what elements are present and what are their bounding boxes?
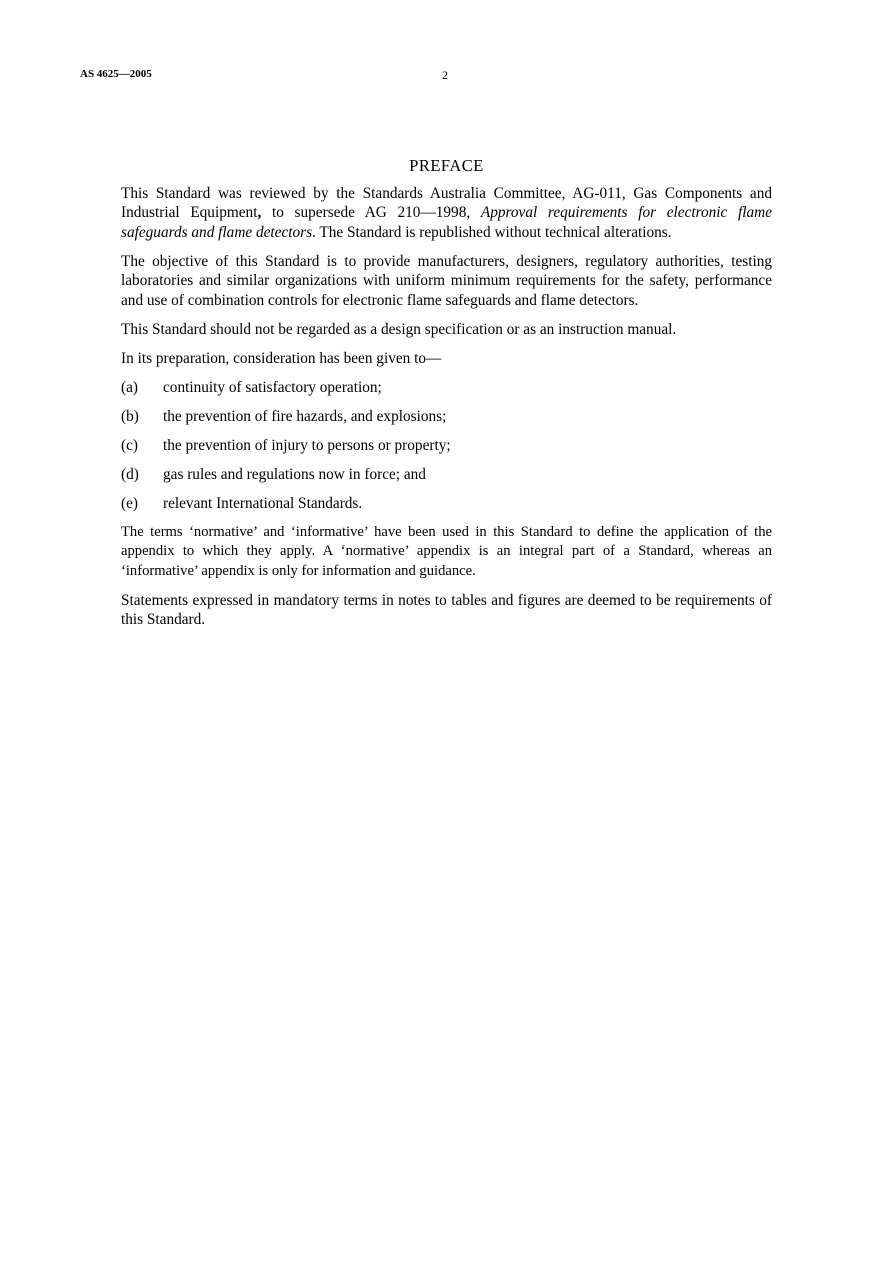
section-title: PREFACE <box>409 156 484 175</box>
superseded-standard-title: Approval requirements for electronic flame safeguards and flame detectors <box>121 204 773 241</box>
paragraph-text: to supersede AG 210—1998, <box>261 204 481 221</box>
preface-paragraph-3: This Standard should not be regarded as a design specification or as an instruction manual. <box>121 320 677 338</box>
preface-paragraph-4: In its preparation, consideration has been given to— <box>121 349 442 367</box>
preface-paragraph-6: Statements expressed in mandatory terms in notes to tables and figures are deemed to be requirements of this Standard. <box>121 591 772 628</box>
list-marker: (c) <box>121 436 138 454</box>
list-item-text: the prevention of fire hazards, and explosions; <box>163 407 447 425</box>
list-marker: (d) <box>121 465 139 483</box>
list-item-text: relevant International Standards. <box>163 494 363 512</box>
list-marker: (e) <box>121 494 138 512</box>
preface-section <box>121 156 772 639</box>
list-item <box>121 465 772 485</box>
standard-code: AS 4625—2005 <box>80 68 152 80</box>
consideration-list <box>121 378 772 514</box>
paragraph-text: , <box>257 204 262 221</box>
list-item-text: gas rules and regulations now in force; and <box>163 465 426 483</box>
paragraph-text: This Standard was reviewed by the Standards Australia Committee, AG-011, Gas Components and Industrial Equipment <box>121 184 772 221</box>
preface-paragraph-1 <box>121 184 772 243</box>
paragraph-text: . The Standard is republished without technical alterations. <box>312 223 672 241</box>
list-item <box>121 436 772 456</box>
list-item <box>121 378 772 398</box>
page-number: 2 <box>442 68 448 82</box>
list-marker: (b) <box>121 407 139 425</box>
list-item-text: the prevention of injury to persons or property; <box>163 436 451 454</box>
preface-paragraph-2: The objective of this Standard is to provide manufacturers, designers, regulatory authorities, testing laboratories and similar organizations with uniform minimum requirements for the safety, performance and use of combination controls for electronic flame safeguards and flame detectors. <box>121 252 772 309</box>
list-marker: (a) <box>121 378 138 396</box>
list-item <box>121 407 772 427</box>
preface-paragraph-5: The terms ‘normative’ and ‘informative’ have been used in this Standard to define the application of the appendix to which they apply. A ‘normative’ appendix is an integral part of a Standard, whereas an ‘informative’ appendix is only for information and guidance. <box>121 523 772 579</box>
list-item <box>121 494 772 514</box>
list-item-text: continuity of satisfactory operation; <box>163 378 382 396</box>
